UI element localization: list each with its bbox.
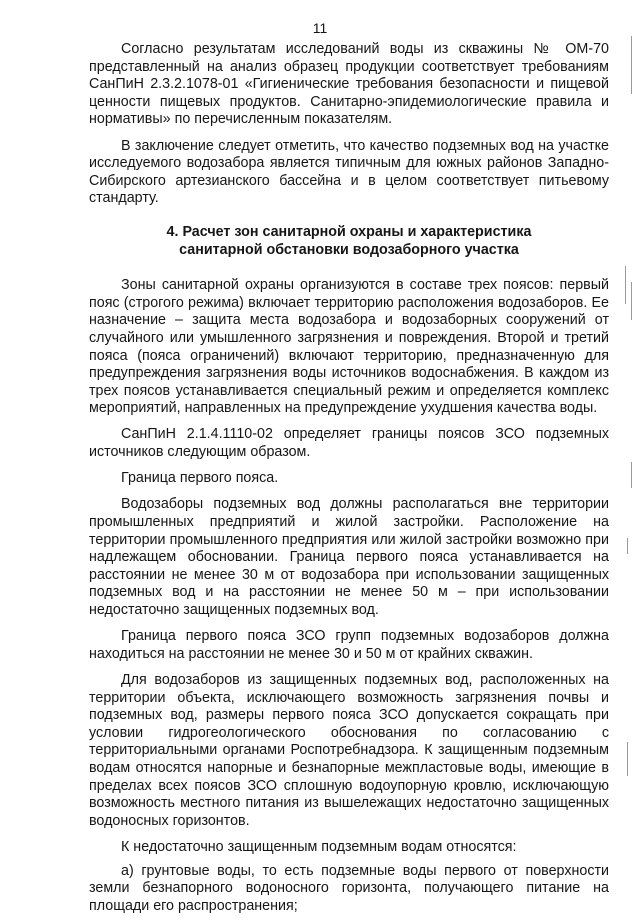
paragraph: а) грунтовые воды, то есть подземные воды первого от поверхности земли безнапорного водоносного горизонта, получающего питание на площади его распространения; bbox=[89, 862, 609, 914]
paragraph: Для водозаборов из защищенных подземных вод, расположенных на территории объекта, исключающего возможность загрязнения почвы и подземных вод, размеры первого пояса ЗСО допускается сокращать при условии гидрогеологического обоснования по согласованию с территориальными органами Роспотребнадзора. К защищенным подземным водам относятся напорные и безнапорные межпластовые воды, имеющие в пределах всех поясов ЗСО сплошную водоупорную кровлю, исключающую возможность местного питания из вышележащих недостаточно защищенных водоносных горизонтов. bbox=[89, 671, 609, 829]
paragraph: Согласно результатам исследований воды из скважины № ОМ-70 представленный на анализ образец продукции соответствует требованиям СанПиН 2.3.2.1078-01 «Гигиенические требования безопасности и пищевой ценности пищевых продуктов. Санитарно-эпидемиологические правила и нормативы» по перечисленным показателям. bbox=[89, 41, 609, 128]
paragraph: Зоны санитарной охраны организуются в составе трех поясов: первый пояс (строгого режима) включает территорию расположения водозаборов. Ее назначение – защита места водозабора и водозаборных сооружений от случайного или умышленного загрязнения и повреждения. Второй и третий пояса (пояса ограничений) включают территорию, предназначенную для предупреждения загрязнения воды источников водоснабжения. В каждом из трех поясов устанавливается специальный режим и определяется комплекс мероприятий, направленных на предупреждение ухудшения качества воды. bbox=[89, 277, 609, 417]
scan-mark bbox=[631, 282, 632, 320]
page-number: 11 bbox=[312, 20, 328, 36]
paragraph: СанПиН 2.1.4.1110-02 определяет границы поясов ЗСО подземных источников следующим образом. bbox=[89, 426, 609, 461]
section-heading-line: санитарной обстановки водозаборного участка bbox=[179, 241, 519, 258]
paragraph: Водозаборы подземных вод должны располагаться вне территории промышленных предприятий и жилой застройки. Расположение на территории промышленного предприятия или жилой застройки возможно при надлежащем обосновании. Граница первого пояса устанавливается на расстоянии не менее 30 м от водозабора при использовании защищенных подземных вод и на расстоянии не менее 50 м – при использовании недостаточно защищенных подземных вод. bbox=[89, 496, 609, 618]
paragraph: В заключение следует отметить, что качество подземных вод на участке исследуемого водозабора является типичным для южных районов Западно-Сибирского артезианского бассейна и в целом соответствует питьевому стандарту. bbox=[89, 137, 609, 207]
scan-mark bbox=[627, 538, 628, 554]
paragraph: К недостаточно защищенным подземным водам относятся: bbox=[121, 838, 517, 855]
paragraph: Граница первого пояса. bbox=[121, 470, 279, 487]
paragraph: Граница первого пояса ЗСО групп подземных водозаборов должна находиться на расстоянии не менее 30 и 50 м от крайних скважин. bbox=[89, 628, 609, 662]
scan-mark bbox=[631, 36, 632, 94]
scan-mark bbox=[631, 462, 632, 488]
scan-mark bbox=[627, 742, 628, 776]
page-content bbox=[89, 41, 609, 924]
section-heading bbox=[89, 224, 609, 259]
scan-mark bbox=[625, 266, 626, 304]
section-heading-line: 4. Расчет зон санитарной охраны и характеристика bbox=[166, 223, 532, 240]
